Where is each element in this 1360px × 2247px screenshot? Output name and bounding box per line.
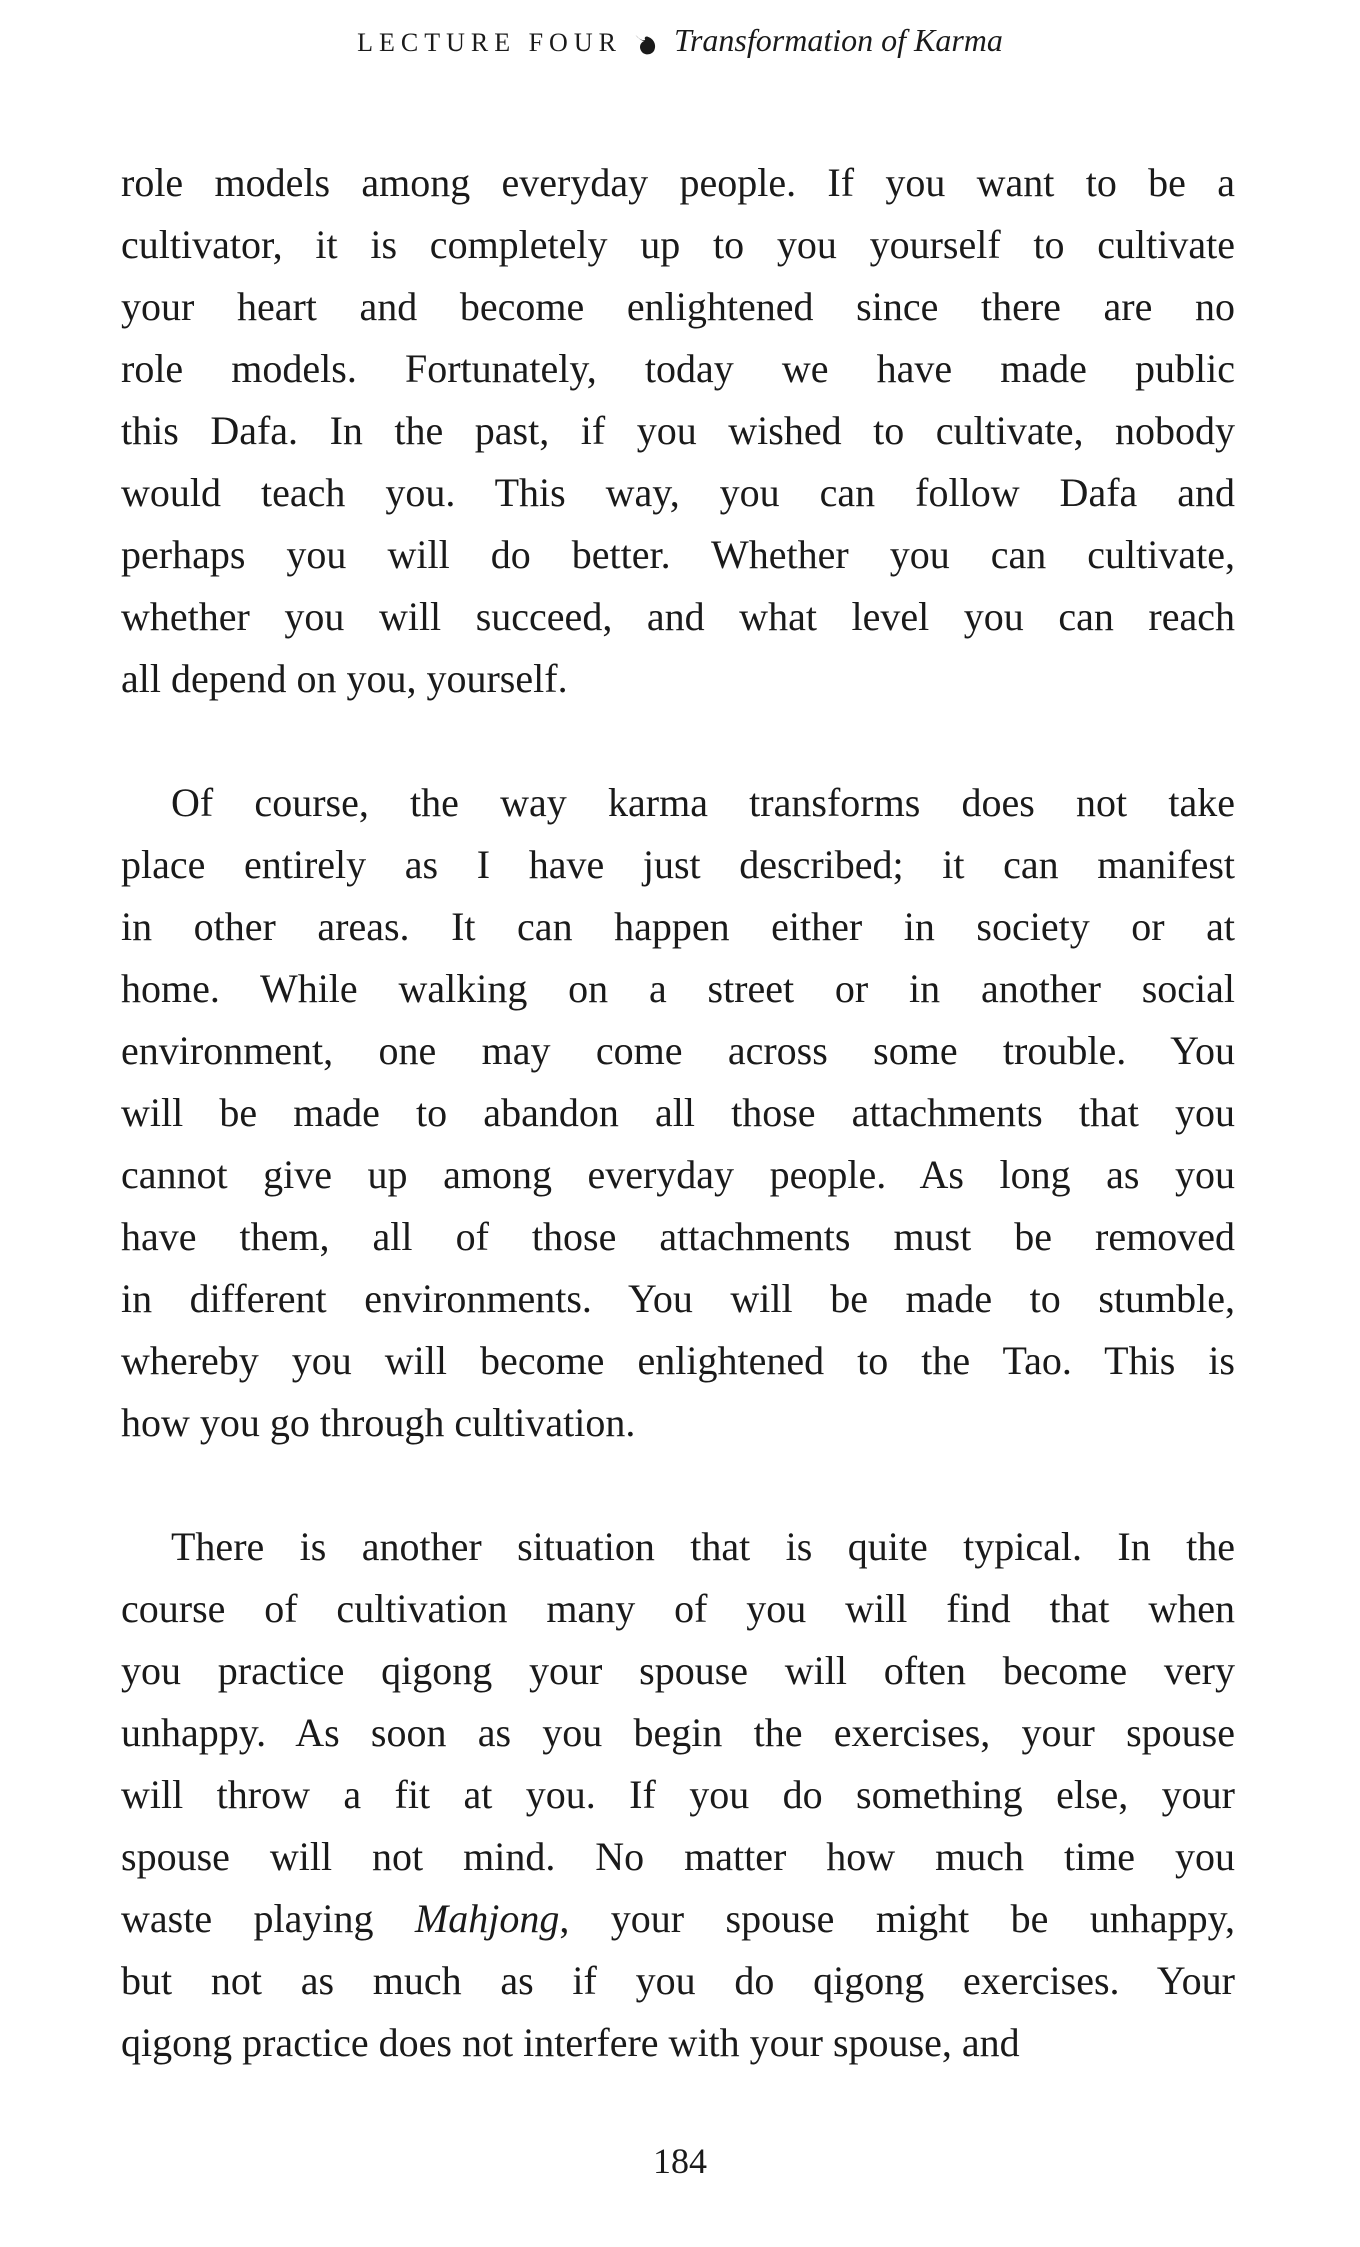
italic-text: Mahjong — [414, 1896, 560, 1941]
page-number: 184 — [653, 2141, 707, 2181]
text-line: waste playing Mahjong, your spouse might be unhappy, — [121, 1896, 1235, 1941]
text-line: qigong practice does not interfere with your spouse, and — [121, 2020, 1020, 2065]
lecture-label: LECTURE FOUR — [357, 28, 622, 57]
text-line: cannot give up among everyday people. As long as you — [121, 1152, 1235, 1197]
running-header — [0, 22, 1360, 59]
chapter-title: Transformation of Karma — [673, 22, 1003, 58]
text-line: will throw a fit at you. If you do something else, your — [121, 1772, 1235, 1817]
paragraph — [121, 772, 1235, 1454]
text-line: in different environments. You will be made to stumble, — [121, 1276, 1235, 1321]
text-line: cultivator, it is completely up to you yourself to cultivate — [121, 222, 1235, 267]
text-line: role models among everyday people. If you want to be a — [121, 160, 1235, 205]
text-line: course of cultivation many of you will find that when — [121, 1586, 1235, 1631]
text-line: would teach you. This way, you can follow Dafa and — [121, 470, 1235, 515]
body-text — [121, 152, 1235, 2074]
text-line: There is another situation that is quite typical. In the — [171, 1524, 1235, 1569]
text-line: whether you will succeed, and what level you can reach — [121, 594, 1235, 639]
text-line: place entirely as I have just described; it can manifest — [121, 842, 1235, 887]
text-line: your heart and become enlightened since there are no — [121, 284, 1235, 329]
text-line: have them, all of those attachments must be removed — [121, 1214, 1235, 1259]
text-line: whereby you will become enlightened to the Tao. This is — [121, 1338, 1235, 1383]
text-line: environment, one may come across some trouble. You — [121, 1028, 1235, 1073]
text-line: perhaps you will do better. Whether you can cultivate, — [121, 532, 1235, 577]
text-line: but not as much as if you do qigong exercises. Your — [121, 1958, 1235, 2003]
text-line: in other areas. It can happen either in society or at — [121, 904, 1235, 949]
text-line: will be made to abandon all those attachments that you — [121, 1090, 1235, 1135]
text-line: you practice qigong your spouse will often become very — [121, 1648, 1235, 1693]
text-line: unhappy. As soon as you begin the exercises, your spouse — [121, 1710, 1235, 1755]
paragraph — [121, 1516, 1235, 2074]
text-line: role models. Fortunately, today we have made public — [121, 346, 1235, 391]
text-line: Of course, the way karma transforms does not take — [171, 780, 1235, 825]
text-line: this Dafa. In the past, if you wished to cultivate, nobody — [121, 408, 1235, 453]
text-line: all depend on you, yourself. — [121, 656, 568, 701]
text-line: home. While walking on a street or in another social — [121, 966, 1235, 1011]
leaf-ornament-icon — [632, 32, 658, 58]
paragraph — [121, 152, 1235, 710]
text-line: spouse will not mind. No matter how much time you — [121, 1834, 1235, 1879]
text-line: how you go through cultivation. — [121, 1400, 636, 1445]
